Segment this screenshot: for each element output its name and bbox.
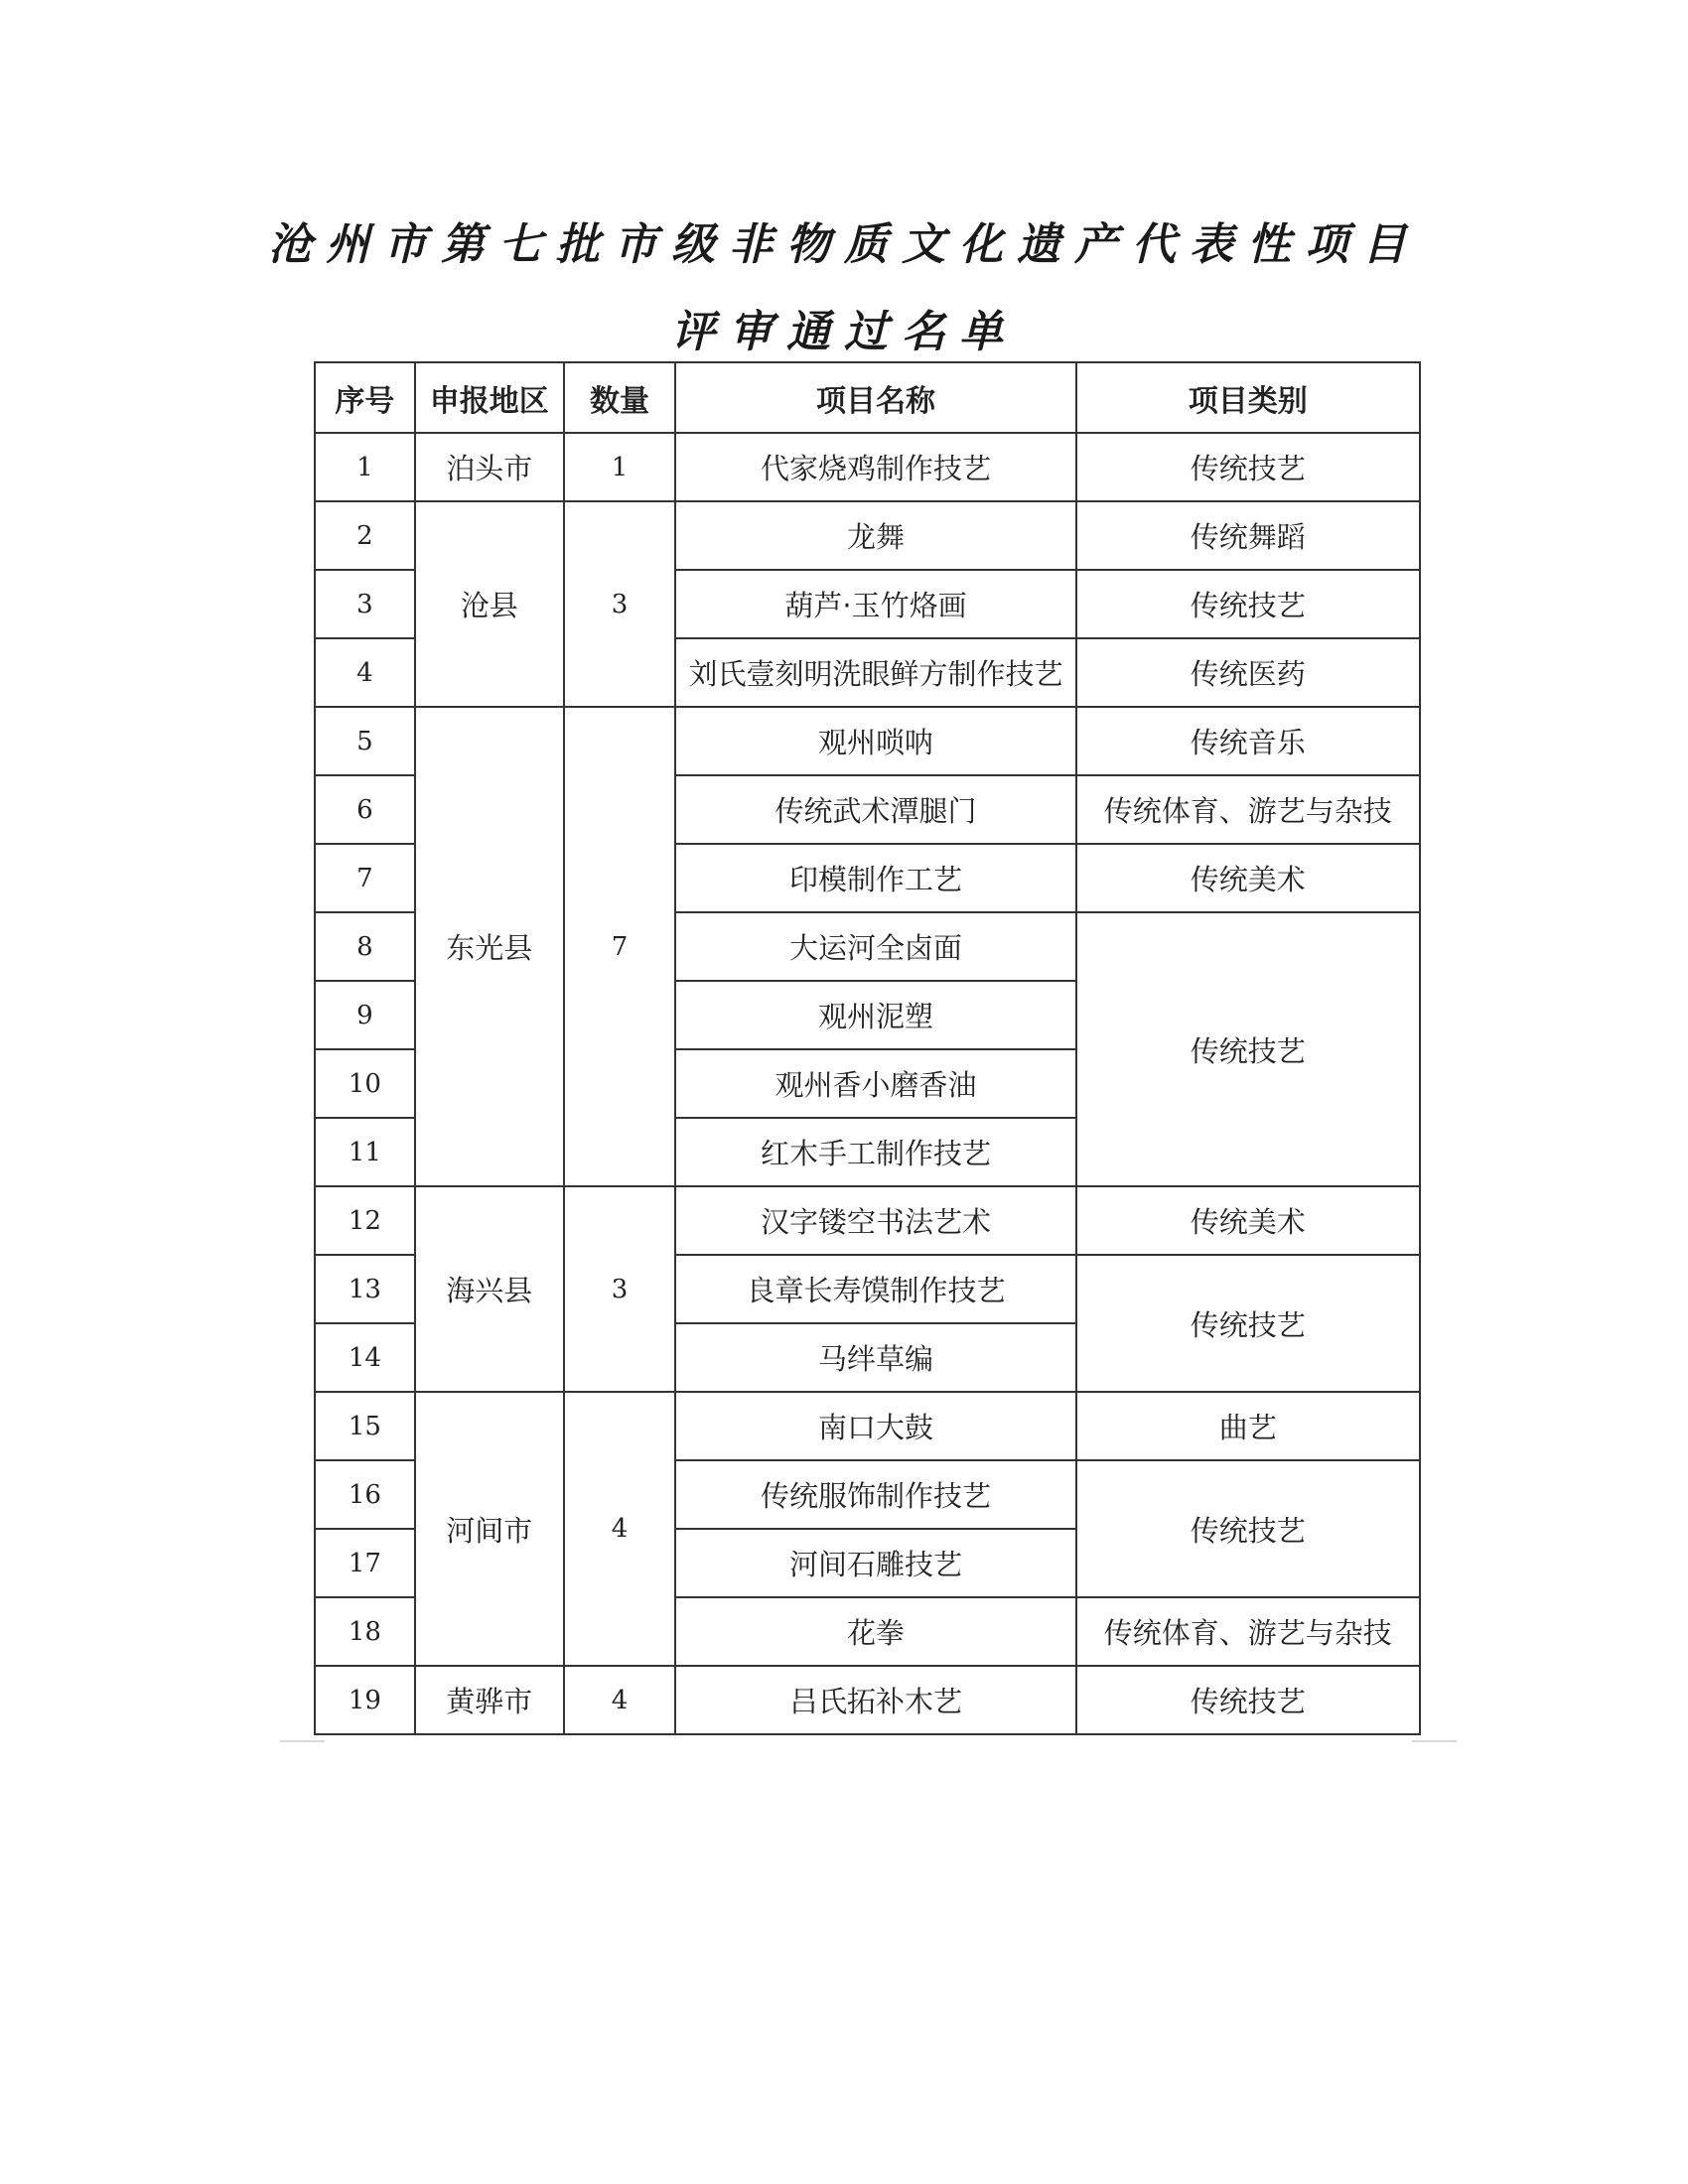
header-project-category: 项目类别 (1076, 362, 1420, 433)
project-name-cell: 传统武术潭腿门 (675, 775, 1075, 844)
project-name-cell: 葫芦·玉竹烙画 (675, 570, 1075, 638)
row-index: 8 (315, 912, 415, 981)
count-cell: 3 (564, 1186, 676, 1392)
region-cell: 黄骅市 (415, 1666, 564, 1734)
count-cell: 4 (564, 1666, 676, 1734)
table-row (315, 1666, 1420, 1734)
project-category-cell: 传统音乐 (1076, 707, 1420, 775)
project-name-cell: 河间石雕技艺 (675, 1529, 1075, 1597)
project-name-cell: 南口大鼓 (675, 1392, 1075, 1460)
row-index: 9 (315, 981, 415, 1049)
count-cell: 1 (564, 433, 676, 501)
region-cell: 河间市 (415, 1392, 564, 1666)
row-index: 3 (315, 570, 415, 638)
project-category-cell: 传统技艺 (1076, 1460, 1420, 1597)
table-header-row (315, 362, 1420, 433)
header-index: 序号 (315, 362, 415, 433)
row-index: 19 (315, 1666, 415, 1734)
header-region: 申报地区 (415, 362, 564, 433)
row-index: 18 (315, 1597, 415, 1666)
project-category-cell: 传统技艺 (1076, 1666, 1420, 1734)
row-index: 4 (315, 638, 415, 707)
table-row (315, 1392, 1420, 1460)
region-cell: 海兴县 (415, 1186, 564, 1392)
project-category-cell: 曲艺 (1076, 1392, 1420, 1460)
project-name-cell: 花拳 (675, 1597, 1075, 1666)
project-table (314, 361, 1421, 1735)
project-name-cell: 大运河全卤面 (675, 912, 1075, 981)
project-name-cell: 汉字镂空书法艺术 (675, 1186, 1075, 1255)
row-index: 6 (315, 775, 415, 844)
page-title: 沧州市第七批市级非物质文化遗产代表性项目 (268, 219, 1420, 270)
table-row (315, 501, 1420, 570)
project-name-cell: 刘氏壹刻明洗眼鲜方制作技艺 (675, 638, 1075, 707)
row-index: 15 (315, 1392, 415, 1460)
project-name-cell: 印模制作工艺 (675, 844, 1075, 912)
project-name-cell: 吕氏拓补木艺 (675, 1666, 1075, 1734)
project-name-cell: 代家烧鸡制作技艺 (675, 433, 1075, 501)
table-row (315, 707, 1420, 775)
project-category-cell: 传统体育、游艺与杂技 (1076, 775, 1420, 844)
project-name-cell: 马绊草编 (675, 1323, 1075, 1392)
project-name-cell: 良章长寿馍制作技艺 (675, 1255, 1075, 1323)
row-index: 12 (315, 1186, 415, 1255)
divider-right (1412, 1740, 1457, 1742)
row-index: 14 (315, 1323, 415, 1392)
project-name-cell: 观州香小磨香油 (675, 1049, 1075, 1118)
project-name-cell: 红木手工制作技艺 (675, 1118, 1075, 1186)
row-index: 2 (315, 501, 415, 570)
region-cell: 泊头市 (415, 433, 564, 501)
project-category-cell: 传统技艺 (1076, 912, 1420, 1186)
header-count: 数量 (564, 362, 676, 433)
region-cell: 沧县 (415, 501, 564, 707)
header-project-name: 项目名称 (675, 362, 1075, 433)
page-subtitle: 评审通过名单 (671, 307, 1017, 357)
count-cell: 7 (564, 707, 676, 1186)
project-category-cell: 传统体育、游艺与杂技 (1076, 1597, 1420, 1666)
project-category-cell: 传统医药 (1076, 638, 1420, 707)
row-index: 7 (315, 844, 415, 912)
row-index: 17 (315, 1529, 415, 1597)
project-category-cell: 传统技艺 (1076, 1255, 1420, 1392)
project-category-cell: 传统舞蹈 (1076, 501, 1420, 570)
project-category-cell: 传统技艺 (1076, 570, 1420, 638)
project-category-cell: 传统美术 (1076, 1186, 1420, 1255)
divider-left (280, 1740, 325, 1742)
row-index: 13 (315, 1255, 415, 1323)
row-index: 16 (315, 1460, 415, 1529)
count-cell: 4 (564, 1392, 676, 1666)
row-index: 5 (315, 707, 415, 775)
project-name-cell: 传统服饰制作技艺 (675, 1460, 1075, 1529)
table-row (315, 1186, 1420, 1255)
table-row (315, 433, 1420, 501)
row-index: 10 (315, 1049, 415, 1118)
row-index: 11 (315, 1118, 415, 1186)
project-category-cell: 传统美术 (1076, 844, 1420, 912)
project-name-cell: 观州泥塑 (675, 981, 1075, 1049)
count-cell: 3 (564, 501, 676, 707)
project-category-cell: 传统技艺 (1076, 433, 1420, 501)
project-name-cell: 观州唢呐 (675, 707, 1075, 775)
row-index: 1 (315, 433, 415, 501)
project-name-cell: 龙舞 (675, 501, 1075, 570)
region-cell: 东光县 (415, 707, 564, 1186)
